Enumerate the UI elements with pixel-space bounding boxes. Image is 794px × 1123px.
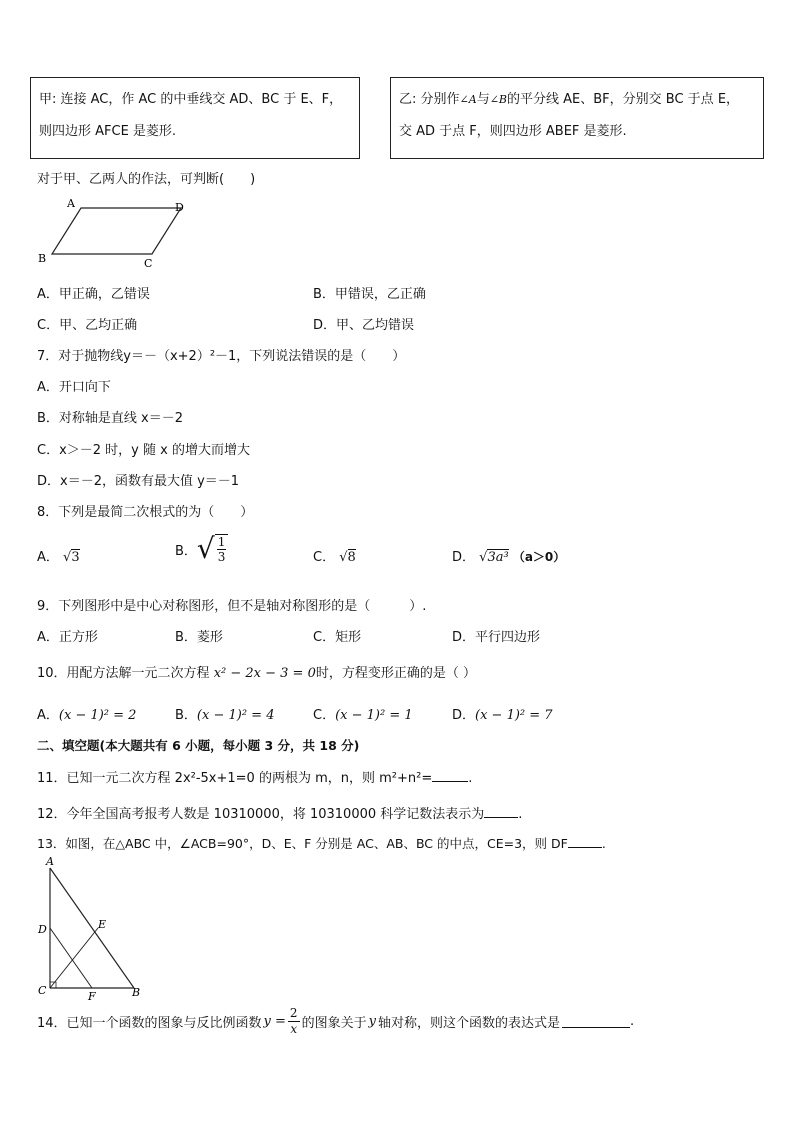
q8-d-condition: （a＞0） [512, 550, 566, 564]
q11-stem: 11．已知一元二次方程 2x²-5x+1=0 的两根为 m，n，则 m²+n²= [37, 771, 433, 786]
q12-stem: 12．今年全国高考报考人数是 10310000，将 10310000 科学记数法表示为 [37, 807, 485, 822]
label-f: F [88, 990, 96, 1003]
q8-stem: 8．下列是最简二次根式的为（ ） [37, 505, 254, 520]
sqrt-sign: √ [339, 550, 348, 565]
q10-equation: x² − 2x − 3 = 0 [213, 666, 316, 681]
q7-option-b: B．对称轴是直线 x＝－2 [37, 411, 184, 426]
q7-option-a: A．开口向下 [37, 380, 111, 395]
q8-b-fraction: 1 3 [215, 534, 229, 564]
q14-prefix: 14．已知一个函数的图象与反比例函数 [37, 1016, 262, 1031]
q9-option-a: A．正方形 [37, 630, 98, 645]
q9-option-d: D．平行四边形 [452, 630, 541, 645]
q6-option-d: D．甲、乙均错误 [313, 318, 415, 333]
q6-option-b: B．甲错误，乙正确 [313, 287, 426, 302]
q6-option-c: C．甲、乙均正确 [37, 318, 138, 333]
label-d: D [175, 201, 184, 214]
q8-option-b: B． √ 1 3 [175, 534, 228, 564]
section-2-heading: 二、填空题(本大题共有 6 小题，每小题 3 分，共 18 分) [37, 738, 360, 753]
q7-option-d: D．x＝－2，函数有最大值 y＝－1 [37, 474, 240, 489]
sqrt-sign: √ [196, 532, 215, 565]
segment-ce [50, 928, 98, 988]
q9-option-c: C．矩形 [313, 630, 362, 645]
q8-a-radicand: 3 [71, 550, 80, 565]
q7-stem: 7．对于抛物线y＝－（x+2）²－1，下列说法错误的是（ ） [37, 349, 406, 364]
label-e: E [98, 918, 107, 931]
q10-option-c: C．(x − 1)² = 1 [313, 708, 413, 723]
q13-line: 13．如图，在△ABC 中，∠ACB=90°，D、E、F 分别是 AC、AB、BC 的中点，CE=3，则 DF . [37, 836, 606, 851]
yi-line-1: 乙: 分别作∠A与∠B的平分线 AE、BF，分别交 BC 于点 E， [399, 92, 740, 107]
q7-option-c: C．x＞－2 时，y 随 x 的增大而增大 [37, 443, 250, 458]
angle-b: ∠B [489, 93, 508, 106]
q9-option-b: B．菱形 [175, 630, 223, 645]
q14-line: 14．已知一个函数的图象与反比例函数 y = $\frac{2}{x}$ 的图象关于 y 轴对称，则这个函数的表达式是 . [37, 1006, 635, 1036]
q8-option-a: A． √3 [37, 550, 80, 565]
q9-stem: 9．下列图形中是中心对称图形，但不是轴对称图形的是（ ）. [37, 599, 427, 614]
parallelogram-figure [34, 195, 204, 270]
angle-a: ∠A [459, 93, 477, 106]
q6-stem: 对于甲、乙两人的作法，可判断( ) [37, 172, 256, 187]
q13-answer-blank[interactable] [568, 835, 602, 848]
yi-line-2: 交 AD 于点 F，则四边形 ABEF 是菱形. [399, 124, 627, 139]
q8-d-radicand: 3a³ [487, 550, 509, 565]
q6-option-a: A．甲正确，乙错误 [37, 287, 150, 302]
q8-option-c: C． √8 [313, 550, 356, 565]
label-c: C [144, 257, 153, 270]
parallelogram-shape [52, 208, 181, 254]
sqrt-sign: √ [63, 550, 72, 565]
label-d: D [38, 923, 47, 936]
q12-answer-blank[interactable] [484, 805, 518, 818]
triangle-figure [34, 854, 149, 1004]
q10-stem: 10．用配方法解一元二次方程 x² − 2x − 3 = 0时，方程变形正确的是（ ） [37, 666, 476, 681]
q10-option-b: B．(x − 1)² = 4 [175, 708, 275, 723]
label-c: C [38, 984, 47, 997]
jia-line-1: 甲: 连接 AC，作 AC 的中垂线交 AD、BC 于 E、F， [39, 92, 343, 107]
jia-line-2: 则四边形 AFCE 是菱形. [39, 124, 177, 139]
label-b: B [132, 986, 141, 999]
q10-option-a: A．(x − 1)² = 2 [37, 708, 137, 723]
label-b: B [38, 252, 47, 265]
q8-option-d: D． √3a³ （a＞0） [452, 550, 566, 565]
q14-axis: y [368, 1014, 376, 1029]
side-ab [50, 868, 134, 988]
label-a: A [46, 855, 54, 868]
yi-method-box [390, 77, 764, 159]
segment-df [50, 928, 92, 988]
q14-fraction: $\frac{2}{x}$ [289, 1006, 298, 1036]
q14-suffix: 轴对称，则这个函数的表达式是 [377, 1016, 560, 1031]
jia-method-box [30, 77, 360, 159]
q10-option-d: D．(x − 1)² = 7 [452, 708, 553, 723]
q14-func-lhs: y = [263, 1014, 286, 1029]
q11-line: 11．已知一元二次方程 2x²-5x+1=0 的两根为 m，n，则 m²+n²= . [37, 771, 473, 786]
q12-line: 12．今年全国高考报考人数是 10310000，将 10310000 科学记数法表示为 . [37, 807, 523, 822]
q14-mid: 的图象关于 [301, 1016, 367, 1031]
q8-c-radicand: 8 [347, 550, 356, 565]
q13-stem: 13．如图，在△ABC 中，∠ACB=90°，D、E、F 分别是 AC、AB、BC 的中点，CE=3，则 DF [37, 836, 568, 851]
label-a: A [67, 197, 75, 210]
sqrt-sign: √ [479, 550, 488, 565]
q11-answer-blank[interactable] [432, 769, 468, 782]
q14-answer-blank[interactable] [562, 1015, 630, 1028]
